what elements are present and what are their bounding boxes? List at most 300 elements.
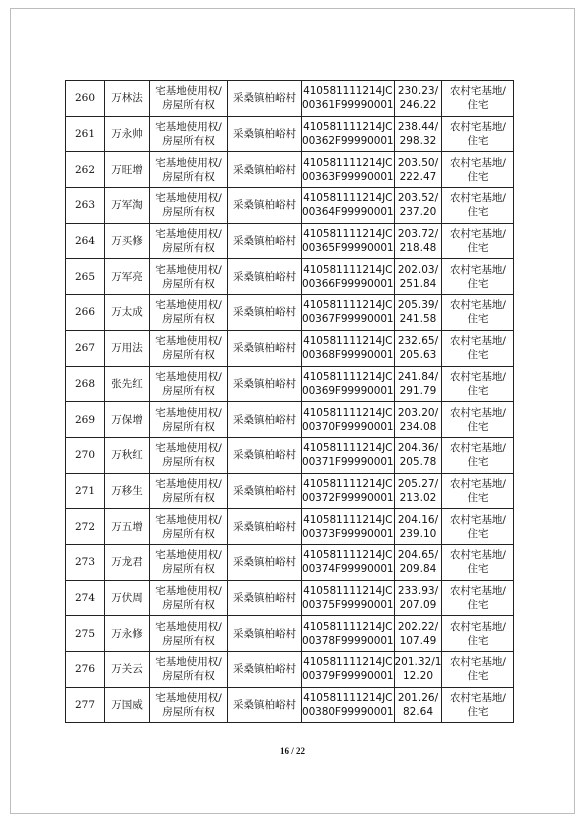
row-number-cell [66, 402, 105, 438]
area-cell [394, 152, 442, 188]
location-cell [228, 152, 302, 188]
location-cell [228, 580, 302, 616]
land-use-text: 农村宅基地/ [449, 228, 506, 241]
land-use-text: 住宅 [467, 99, 489, 112]
owner-name-cell [105, 295, 150, 331]
right-type-text: 宅基地使用权/ [155, 299, 222, 312]
right-type-text: 宅基地使用权/ [155, 406, 222, 419]
unit-code-text: 410581111214JC [303, 406, 393, 419]
area-text: 239.10 [399, 527, 437, 540]
area-cell [394, 366, 442, 402]
row-number-text: 268 [74, 377, 96, 390]
unit-code-text: 410581111214JC [303, 692, 393, 705]
right-type-text: 房屋所有权 [162, 670, 215, 683]
land-use-text: 农村宅基地/ [449, 156, 506, 169]
property-records-table [65, 80, 514, 723]
unit-code-text: 410581111214JC [303, 442, 393, 455]
right-type-text: 房屋所有权 [162, 277, 215, 290]
location-text: 采桑镇柏峪村 [233, 520, 296, 533]
land-use-cell [442, 402, 514, 438]
area-cell [394, 544, 442, 580]
area-cell [394, 116, 442, 152]
owner-name-cell [105, 687, 150, 723]
unit-code-text: 00366F99990001 [302, 277, 394, 290]
right-type-text: 宅基地使用权/ [155, 263, 222, 276]
area-text: 203.20/ [397, 406, 439, 419]
area-text: 203.50/ [397, 156, 439, 169]
owner-name-cell [105, 402, 150, 438]
unit-code-cell [302, 330, 395, 366]
area-text: 203.52/ [397, 192, 439, 205]
land-use-cell [442, 330, 514, 366]
right-type-text: 房屋所有权 [162, 420, 215, 433]
right-type-cell [150, 652, 228, 688]
unit-code-cell [302, 81, 395, 117]
unit-code-text: 00374F99990001 [302, 563, 394, 576]
area-text: 213.02 [399, 491, 437, 504]
location-text: 采桑镇柏峪村 [233, 306, 296, 319]
area-text: 201.26/ [397, 692, 439, 705]
unit-code-text: 00372F99990001 [302, 491, 394, 504]
location-cell [228, 366, 302, 402]
table-row [66, 473, 514, 509]
row-number-text: 271 [74, 484, 96, 497]
row-number-cell [66, 188, 105, 224]
land-use-cell [442, 652, 514, 688]
area-cell [394, 402, 442, 438]
land-use-text: 农村宅基地/ [449, 584, 506, 597]
area-cell [394, 259, 442, 295]
right-type-text: 房屋所有权 [162, 170, 215, 183]
unit-code-text: 00371F99990001 [302, 456, 394, 469]
area-text: 222.47 [399, 170, 437, 183]
area-text: 204.65/ [397, 549, 439, 562]
row-number-cell [66, 580, 105, 616]
table-row [66, 687, 514, 723]
area-text: 205.78 [399, 456, 437, 469]
land-use-cell [442, 473, 514, 509]
unit-code-text: 410581111214JC [303, 584, 393, 597]
owner-name-text: 万旺增 [111, 163, 143, 176]
unit-code-cell [302, 259, 395, 295]
right-type-text: 宅基地使用权/ [155, 335, 222, 348]
area-text: 207.09 [399, 598, 437, 611]
location-text: 采桑镇柏峪村 [233, 699, 296, 712]
table-row [66, 81, 514, 117]
unit-code-text: 00370F99990001 [302, 420, 394, 433]
table-row [66, 116, 514, 152]
right-type-cell [150, 509, 228, 545]
land-use-cell [442, 223, 514, 259]
area-text: 205.39/ [397, 299, 439, 312]
location-text: 采桑镇柏峪村 [233, 449, 296, 462]
row-number-text: 263 [74, 199, 96, 212]
area-cell [394, 509, 442, 545]
land-use-text: 农村宅基地/ [449, 620, 506, 633]
area-text: 291.79 [399, 384, 437, 397]
area-text: 12.20 [402, 670, 434, 683]
table-row [66, 652, 514, 688]
land-use-text: 农村宅基地/ [449, 549, 506, 562]
area-cell [394, 616, 442, 652]
unit-code-cell [302, 402, 395, 438]
row-number-text: 273 [74, 556, 96, 569]
owner-name-cell [105, 652, 150, 688]
unit-code-text: 410581111214JC [303, 299, 393, 312]
land-use-text: 住宅 [467, 135, 489, 148]
right-type-text: 宅基地使用权/ [155, 121, 222, 134]
land-use-text: 农村宅基地/ [449, 477, 506, 490]
unit-code-text: 00373F99990001 [302, 527, 394, 540]
owner-name-text: 万移生 [111, 484, 143, 497]
area-cell [394, 687, 442, 723]
area-cell [394, 580, 442, 616]
unit-code-text: 00364F99990001 [302, 206, 394, 219]
location-text: 采桑镇柏峪村 [233, 377, 296, 390]
land-use-text: 农村宅基地/ [449, 656, 506, 669]
owner-name-cell [105, 473, 150, 509]
table-row [66, 616, 514, 652]
unit-code-cell [302, 437, 395, 473]
location-text: 采桑镇柏峪村 [233, 92, 296, 105]
right-type-text: 宅基地使用权/ [155, 228, 222, 241]
area-text: 107.49 [399, 634, 437, 647]
land-use-text: 住宅 [467, 598, 489, 611]
table-row [66, 580, 514, 616]
owner-name-text: 万用法 [111, 342, 143, 355]
land-use-text: 农村宅基地/ [449, 370, 506, 383]
right-type-cell [150, 473, 228, 509]
right-type-text: 宅基地使用权/ [155, 692, 222, 705]
location-text: 采桑镇柏峪村 [233, 484, 296, 497]
area-text: 298.32 [399, 135, 437, 148]
row-number-text: 264 [74, 235, 96, 248]
unit-code-cell [302, 223, 395, 259]
land-use-cell [442, 580, 514, 616]
unit-code-cell [302, 116, 395, 152]
unit-code-text: 00379F99990001 [302, 670, 394, 683]
row-number-cell [66, 437, 105, 473]
right-type-text: 房屋所有权 [162, 563, 215, 576]
row-number-cell [66, 116, 105, 152]
row-number-cell [66, 259, 105, 295]
area-text: 218.48 [399, 242, 437, 255]
row-number-text: 276 [74, 663, 96, 676]
land-use-text: 住宅 [467, 313, 489, 326]
land-use-text: 住宅 [467, 634, 489, 647]
location-text: 采桑镇柏峪村 [233, 270, 296, 283]
page-number: 16 / 22 [279, 746, 305, 756]
unit-code-text: 00380F99990001 [302, 706, 394, 719]
area-text: 201.32/1 [394, 656, 442, 669]
right-type-text: 宅基地使用权/ [155, 549, 222, 562]
table-row [66, 366, 514, 402]
area-cell [394, 188, 442, 224]
location-cell [228, 402, 302, 438]
location-cell [228, 188, 302, 224]
row-number-text: 275 [74, 627, 96, 640]
row-number-cell [66, 295, 105, 331]
unit-code-cell [302, 152, 395, 188]
right-type-cell [150, 81, 228, 117]
row-number-cell [66, 544, 105, 580]
land-use-text: 农村宅基地/ [449, 692, 506, 705]
row-number-cell [66, 152, 105, 188]
area-text: 234.08 [399, 420, 437, 433]
unit-code-text: 410581111214JC [303, 156, 393, 169]
location-cell [228, 259, 302, 295]
right-type-text: 宅基地使用权/ [155, 584, 222, 597]
right-type-cell [150, 402, 228, 438]
owner-name-cell [105, 509, 150, 545]
owner-name-cell [105, 152, 150, 188]
area-text: 251.84 [399, 277, 437, 290]
location-cell [228, 544, 302, 580]
unit-code-text: 410581111214JC [303, 263, 393, 276]
right-type-text: 宅基地使用权/ [155, 192, 222, 205]
owner-name-cell [105, 116, 150, 152]
row-number-text: 266 [74, 306, 96, 319]
unit-code-cell [302, 544, 395, 580]
unit-code-text: 410581111214JC [303, 335, 393, 348]
location-cell [228, 223, 302, 259]
location-cell [228, 295, 302, 331]
right-type-text: 房屋所有权 [162, 384, 215, 397]
location-text: 采桑镇柏峪村 [233, 163, 296, 176]
row-number-cell [66, 366, 105, 402]
owner-name-cell [105, 366, 150, 402]
unit-code-text: 410581111214JC [303, 656, 393, 669]
owner-name-cell [105, 223, 150, 259]
row-number-cell [66, 687, 105, 723]
land-use-cell [442, 152, 514, 188]
owner-name-text: 万保增 [111, 413, 143, 426]
land-use-cell [442, 259, 514, 295]
area-text: 237.20 [399, 206, 437, 219]
location-cell [228, 116, 302, 152]
area-cell [394, 473, 442, 509]
location-cell [228, 509, 302, 545]
area-text: 232.65/ [397, 335, 439, 348]
right-type-cell [150, 295, 228, 331]
area-text: 230.23/ [397, 85, 439, 98]
land-use-text: 住宅 [467, 491, 489, 504]
location-cell [228, 473, 302, 509]
right-type-text: 宅基地使用权/ [155, 442, 222, 455]
owner-name-cell [105, 188, 150, 224]
right-type-text: 房屋所有权 [162, 206, 215, 219]
table-row [66, 259, 514, 295]
table-row [66, 295, 514, 331]
location-text: 采桑镇柏峪村 [233, 342, 296, 355]
unit-code-text: 00378F99990001 [302, 634, 394, 647]
unit-code-text: 00375F99990001 [302, 598, 394, 611]
row-number-cell [66, 616, 105, 652]
unit-code-text: 410581111214JC [303, 121, 393, 134]
land-use-cell [442, 366, 514, 402]
area-text: 82.64 [402, 706, 434, 719]
unit-code-text: 00367F99990001 [302, 313, 394, 326]
land-use-text: 农村宅基地/ [449, 85, 506, 98]
location-text: 采桑镇柏峪村 [233, 556, 296, 569]
right-type-cell [150, 580, 228, 616]
owner-name-text: 万秋红 [111, 449, 143, 462]
right-type-text: 房屋所有权 [162, 598, 215, 611]
row-number-cell [66, 473, 105, 509]
land-use-cell [442, 509, 514, 545]
unit-code-text: 00362F99990001 [302, 135, 394, 148]
owner-name-cell [105, 259, 150, 295]
unit-code-text: 00365F99990001 [302, 242, 394, 255]
location-cell [228, 437, 302, 473]
unit-code-text: 410581111214JC [303, 513, 393, 526]
row-number-text: 272 [74, 520, 96, 533]
right-type-text: 房屋所有权 [162, 634, 215, 647]
right-type-text: 房屋所有权 [162, 527, 215, 540]
area-cell [394, 652, 442, 688]
owner-name-text: 万国威 [111, 699, 143, 712]
unit-code-text: 410581111214JC [303, 192, 393, 205]
right-type-cell [150, 188, 228, 224]
right-type-cell [150, 366, 228, 402]
area-cell [394, 330, 442, 366]
owner-name-cell [105, 580, 150, 616]
right-type-cell [150, 687, 228, 723]
owner-name-text: 万买修 [111, 235, 143, 248]
row-number-text: 269 [74, 413, 96, 426]
owner-name-cell [105, 616, 150, 652]
area-text: 203.72/ [397, 228, 439, 241]
owner-name-cell [105, 544, 150, 580]
location-text: 采桑镇柏峪村 [233, 413, 296, 426]
land-use-text: 住宅 [467, 277, 489, 290]
land-use-text: 住宅 [467, 206, 489, 219]
land-use-text: 住宅 [467, 170, 489, 183]
owner-name-text: 万林法 [111, 92, 143, 105]
row-number-cell [66, 652, 105, 688]
location-text: 采桑镇柏峪村 [233, 235, 296, 248]
right-type-cell [150, 330, 228, 366]
owner-name-cell [105, 330, 150, 366]
table-row [66, 544, 514, 580]
location-cell [228, 616, 302, 652]
table-row [66, 437, 514, 473]
unit-code-cell [302, 473, 395, 509]
location-cell [228, 687, 302, 723]
land-use-cell [442, 437, 514, 473]
row-number-cell [66, 81, 105, 117]
owner-name-text: 万关云 [111, 663, 143, 676]
right-type-text: 宅基地使用权/ [155, 370, 222, 383]
land-use-text: 农村宅基地/ [449, 299, 506, 312]
land-use-text: 住宅 [467, 456, 489, 469]
land-use-text: 住宅 [467, 527, 489, 540]
right-type-cell [150, 223, 228, 259]
unit-code-text: 410581111214JC [303, 85, 393, 98]
area-text: 241.84/ [397, 370, 439, 383]
owner-name-cell [105, 437, 150, 473]
area-text: 246.22 [399, 99, 437, 112]
location-text: 采桑镇柏峪村 [233, 627, 296, 640]
area-text: 241.58 [399, 313, 437, 326]
land-use-text: 住宅 [467, 242, 489, 255]
right-type-text: 宅基地使用权/ [155, 85, 222, 98]
owner-name-text: 万龙君 [111, 556, 143, 569]
unit-code-text: 410581111214JC [303, 228, 393, 241]
area-text: 205.63 [399, 349, 437, 362]
owner-name-cell [105, 81, 150, 117]
unit-code-text: 410581111214JC [303, 370, 393, 383]
table-row [66, 223, 514, 259]
land-use-cell [442, 295, 514, 331]
land-use-text: 农村宅基地/ [449, 263, 506, 276]
row-number-cell [66, 509, 105, 545]
land-use-text: 农村宅基地/ [449, 442, 506, 455]
row-number-text: 262 [74, 163, 96, 176]
table-row [66, 152, 514, 188]
area-cell [394, 81, 442, 117]
land-use-cell [442, 81, 514, 117]
owner-name-text: 万五增 [111, 520, 143, 533]
row-number-text: 277 [74, 699, 96, 712]
area-text: 238.44/ [397, 121, 439, 134]
land-use-text: 农村宅基地/ [449, 121, 506, 134]
table-row [66, 188, 514, 224]
unit-code-cell [302, 295, 395, 331]
area-cell [394, 223, 442, 259]
right-type-text: 宅基地使用权/ [155, 513, 222, 526]
right-type-text: 房屋所有权 [162, 99, 215, 112]
right-type-cell [150, 259, 228, 295]
unit-code-text: 00369F99990001 [302, 384, 394, 397]
right-type-text: 宅基地使用权/ [155, 656, 222, 669]
right-type-cell [150, 116, 228, 152]
area-cell [394, 437, 442, 473]
row-number-cell [66, 330, 105, 366]
right-type-cell [150, 152, 228, 188]
unit-code-cell [302, 366, 395, 402]
table-row [66, 402, 514, 438]
land-use-text: 农村宅基地/ [449, 406, 506, 419]
right-type-text: 宅基地使用权/ [155, 620, 222, 633]
right-type-text: 房屋所有权 [162, 349, 215, 362]
row-number-text: 267 [74, 342, 96, 355]
row-number-text: 270 [74, 449, 96, 462]
unit-code-text: 410581111214JC [303, 549, 393, 562]
table-row [66, 509, 514, 545]
right-type-text: 房屋所有权 [162, 242, 215, 255]
unit-code-text: 00361F99990001 [302, 99, 394, 112]
table-row [66, 330, 514, 366]
right-type-text: 房屋所有权 [162, 706, 215, 719]
land-use-text: 住宅 [467, 670, 489, 683]
row-number-cell [66, 223, 105, 259]
right-type-text: 房屋所有权 [162, 313, 215, 326]
unit-code-text: 410581111214JC [303, 477, 393, 490]
area-text: 205.27/ [397, 477, 439, 490]
location-text: 采桑镇柏峪村 [233, 663, 296, 676]
land-use-cell [442, 116, 514, 152]
land-use-text: 农村宅基地/ [449, 192, 506, 205]
unit-code-cell [302, 509, 395, 545]
land-use-text: 住宅 [467, 349, 489, 362]
area-text: 202.03/ [397, 263, 439, 276]
owner-name-text: 万永修 [111, 627, 143, 640]
row-number-text: 260 [74, 92, 96, 105]
area-text: 202.22/ [397, 620, 439, 633]
unit-code-text: 00368F99990001 [302, 349, 394, 362]
right-type-text: 房屋所有权 [162, 135, 215, 148]
